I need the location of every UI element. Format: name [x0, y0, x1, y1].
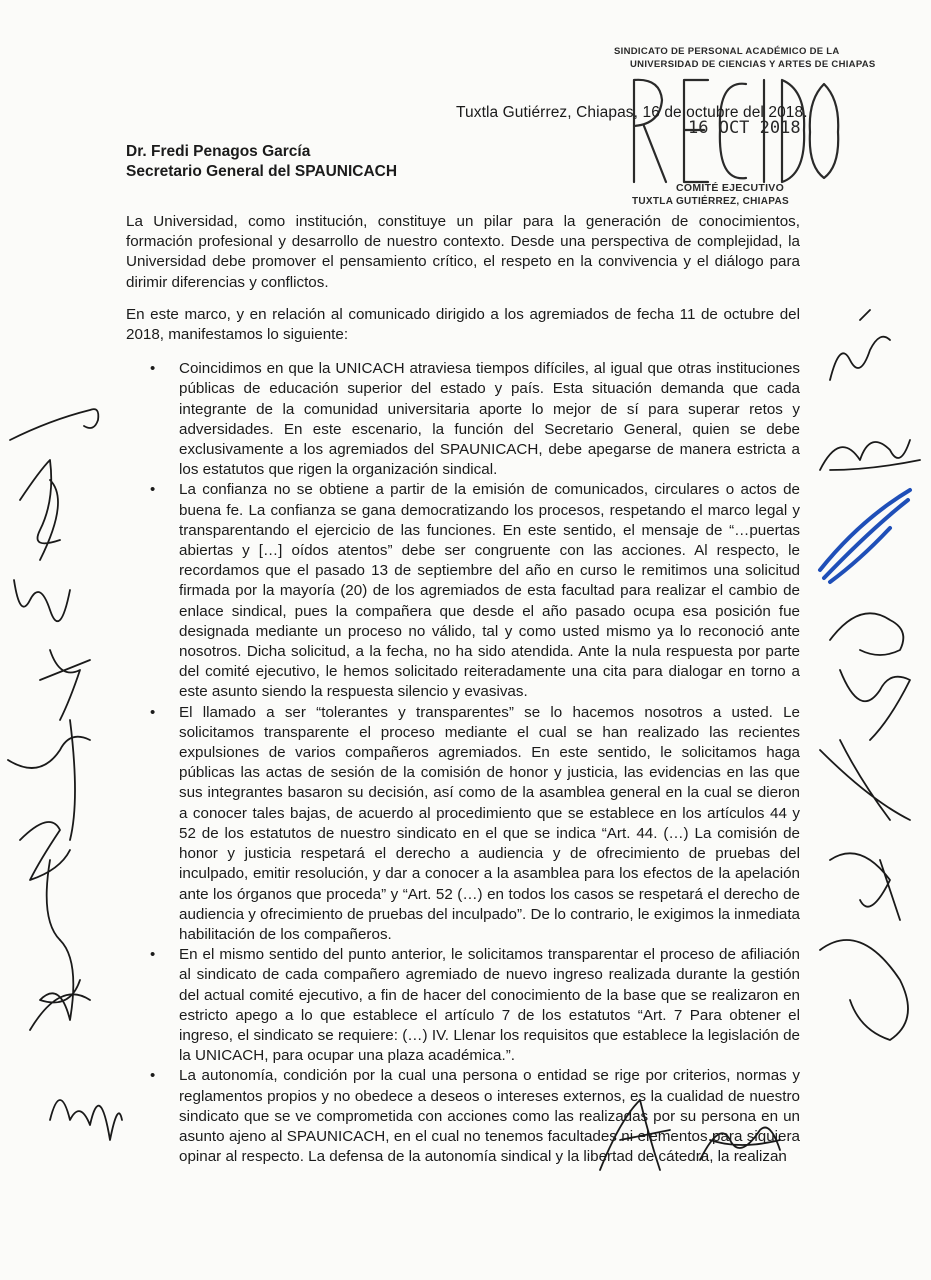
- list-item: • La autonomía, condición por la cual una persona o entidad se rige por criterios, normas y reglamentos propios y no obedece a deseos o intereses externos, es la cualidad de nuestro sindicato que se ve comprometida con acciones como las realizadas por su persona en un asunto ajeno al SPAUNICACH, en el cual no tenemos facultades ni elementos para siquiera opinar al respecto. La defensa de la autonomía sindical y la libertad de cátedra, la realizan: [150, 1067, 800, 1166]
- letter-body: [126, 212, 800, 1167]
- addressee-name: Dr. Fredi Penagos García: [126, 143, 311, 160]
- stamp-union-name: SINDICATO DE PERSONAL ACADÉMICO DE LA: [614, 46, 840, 57]
- stamp-city: TUXTLA GUTIÉRREZ, CHIAPAS: [632, 196, 789, 207]
- addressee-position: Secretario General del SPAUNICACH: [126, 163, 398, 180]
- left-margin-signatures-icon: [0, 380, 125, 1200]
- bullet-icon: •: [150, 946, 156, 964]
- bullet-icon: •: [150, 481, 156, 499]
- context-paragraph: En este marco, y en relación al comunicado dirigido a los agremiados de fecha 11 de octubre del 2018, manifestamos lo siguiente:: [126, 305, 800, 344]
- list-item: • En el mismo sentido del punto anterior, le solicitamos transparentar el proceso de afiliación al sindicato de cada compañero agremiado de nuevo ingreso realizada durante la gestión del actual comité ejecutivo, a fin de hacer del conocimiento de la base que se realizaron en estricto apego a lo que establece el artículo 7 de los estatutos “Art. 7 Para obtener el ingreso, el sindicato se requiere: (…) IV. Llenar los requisitos que establece la legislación de la UNICACH, para ocupar una plaza académica.”.: [150, 946, 800, 1065]
- stamp-date: 16 OCT 2018: [688, 118, 801, 138]
- stamp-university-name: UNIVERSIDAD DE CIENCIAS Y ARTES DE CHIAPAS: [630, 59, 876, 70]
- list-item: • La confianza no se obtiene a partir de la emisión de comunicados, circulares o actos de buena fe. La confianza se gana democratizando los procesos, respetando el marco legal y transparentando el ejercicio de las funciones. En este sentido, el mensaje de “…puertas abiertas y […] oídos atentos” debe ser congruente con las acciones. Al respecto, le recordamos que el pasado 13 de septiembre del año en curso le remitimos una solicitud firmada por la mayoría (20) de los agremiados de esta facultad para realizar el cambio de enlace sindical, pues la compañera que desde el año pasado ocupa esa posición fue designada mediante un proceso no válido, tal y como usted mismo ya lo reconoció ante nosotros. Dicha solicitud, a la fecha, no ha sido atendida. Ante la nula respuesta por parte del comité ejecutivo, le hemos solicitado reiteradamente una cita para dialogar en torno a este asunto siendo la respuesta silencio y evasivas.: [150, 481, 800, 701]
- list-item: • Coincidimos en que la UNICACH atraviesa tiempos difíciles, al igual que otras instituciones públicas de educación superior del estado y país. Esta situación demanda que cada integrante de la comunidad universitaria aporte lo mejor de sí para superar retos y adversidades. En este escenario, la función del Secretario General, quien se debe exclusivamente a los agremiados del SPAUNICACH, debe apegarse de manera estricta a los estatutos que rigen la organización sindical.: [150, 360, 800, 479]
- stamp-committee: COMITÉ EJECUTIVO: [676, 182, 785, 194]
- points-list: [126, 359, 800, 1167]
- date-line: Tuxtla Gutiérrez, Chiapas, 16 de octubre del 2018.: [456, 104, 808, 121]
- bottom-signatures-icon: [590, 1080, 790, 1200]
- intro-paragraph: La Universidad, como institución, constituye un pilar para la generación de conocimientos, formación profesional y desarrollo de nuestro contexto. Desde una perspectiva de complejidad, la Universidad debe promover el pensamiento crítico, el respeto en la convivencia y el diálogo para dirimir diferencias y conflictos.: [126, 213, 800, 291]
- bullet-icon: •: [150, 703, 156, 721]
- list-item: • El llamado a ser “tolerantes y transparentes” se lo hacemos nosotros a usted. Le solicitamos transparente el proceso mediante el cual se han realizado las recientes expulsiones de varios compañeros agremiados. En este sentido, le solicitamos haga públicas las actas de sesión de la comisión de honor y justicia, las evidencias en las que sus integrantes basaron su decisión, así como de la asamblea general en la cual se dieron a conocer tales bajas, de acuerdo al procedimiento que se establece en los artículos 44 y 52 de los estatutos de nuestro sindicato en el que se indica “Art. 44. (…) La comisión de honor y justicia respetará el derecho a audiencia y de ofrecimiento de pruebas del inculpado, emitir resolución, y dar a conocer a la asamblea para los efectos de la apelación ante los órganos que proceda” y “Art. 52 (…) en todos los casos se respetará el derecho de audiencia y ofrecimiento de pruebas del inculpado”. De lo contrario, le exigimos la inmediata habilitación de los compañeros.: [150, 703, 800, 943]
- bullet-icon: •: [150, 1067, 156, 1085]
- bullet-icon: •: [150, 360, 156, 378]
- right-margin-signatures-icon: [800, 300, 931, 1180]
- addressee-block: [126, 142, 397, 182]
